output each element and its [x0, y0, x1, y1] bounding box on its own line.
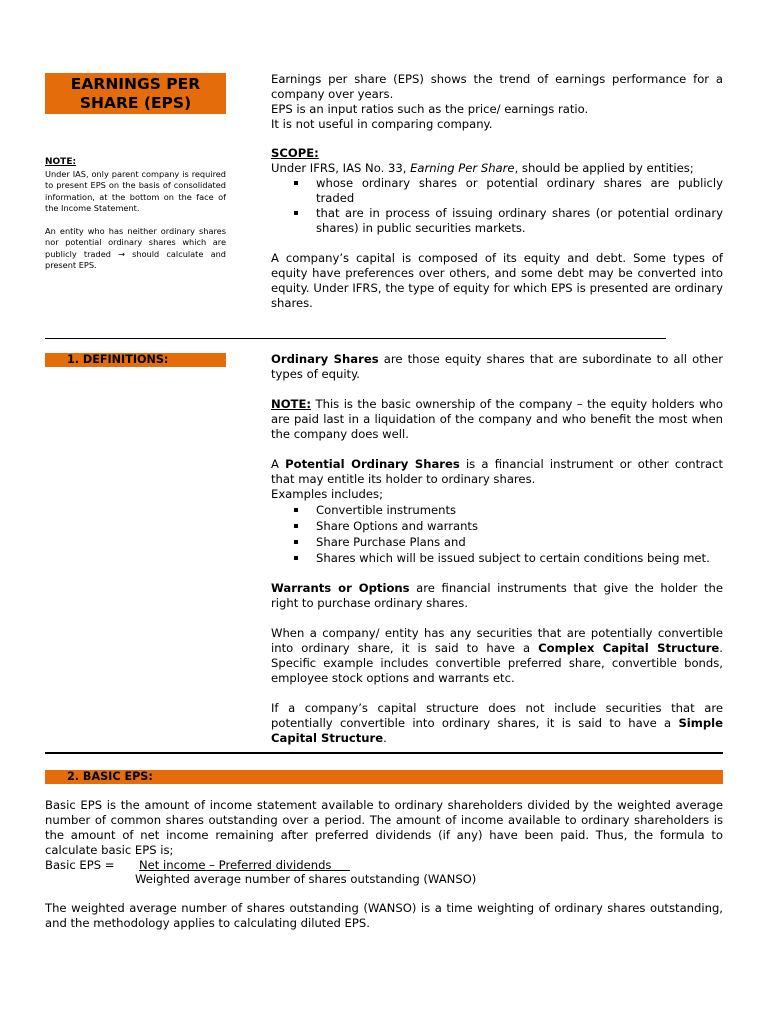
ordinary-shares-note: NOTE: This is the basic ownership of the company – the equity holders who are paid last in a liquidation of the company and who benefit the most when the company does well. — [271, 397, 723, 441]
definitions-heading: 1. DEFINITIONS: — [45, 353, 226, 367]
basic-eps-heading: 2. BASIC EPS: — [45, 770, 723, 784]
side-note-para-2: An entity who has neither ordinary shares nor potential ordinary shares which are publicly traded → should calculate and present EPS. — [45, 225, 226, 270]
list-item: whose ordinary shares or potential ordinary shares are publicly traded — [271, 176, 723, 206]
formula-label: Basic EPS = — [45, 858, 115, 872]
divider — [45, 338, 666, 339]
scope-bullet-list — [271, 176, 723, 236]
capital-paragraph: A company’s capital is composed of its equity and debt. Some types of equity have preferences over others, and some debt may be converted into equity. Under IFRS, the type of equity for which EPS is presented are ordinary shares. — [271, 251, 723, 310]
intro-line-2: EPS is an input ratios such as the price/ earnings ratio. — [271, 102, 589, 116]
formula-denominator: Weighted average number of shares outstanding (WANSO) — [135, 872, 477, 886]
simple-structure-def: If a company’s capital structure does not include securities that are potentially convertible into ordinary shares, it is said to have a Simple Capital Structure. — [271, 701, 723, 745]
side-note — [45, 157, 226, 272]
basic-eps-paragraph-2: The weighted average number of shares outstanding (WANSO) is a time weighting of ordinary shares outstanding, and the methodology applies to calculating diluted EPS. — [45, 901, 723, 930]
intro-block — [271, 72, 723, 132]
list-item: Convertible instruments — [271, 503, 723, 518]
basic-eps-paragraph-1: Basic EPS is the amount of income statement available to ordinary shareholders divided by the weighted average number of common shares outstanding over a period. The amount of income available to ordinary shareholders is the amount of net income remaining after preferred dividends (if any) have been paid. Thus, the formula to calculate basic EPS is; — [45, 798, 723, 857]
list-item: Share Purchase Plans and — [271, 535, 723, 550]
intro-line-1: Earnings per share (EPS) shows the trend of earnings performance for a company over years. — [271, 72, 723, 101]
basic-eps-formula — [45, 858, 723, 873]
side-note-para-1: Under IAS, only parent company is required to present EPS on the basis of consolidated information, at the bottom on the face of the Income Statement. — [45, 168, 226, 213]
list-item: that are in process of issuing ordinary shares (or potential ordinary shares) in public securities markets. — [271, 206, 723, 236]
divider — [45, 752, 723, 754]
intro-line-3: It is not useful in comparing company. — [271, 117, 493, 131]
complex-structure-def: When a company/ entity has any securities that are potentially convertible into ordinary share, it is said to have a Complex Capital Structure. Specific example includes convertible preferred share, convertible bonds, employee stock options and warrants etc. — [271, 626, 723, 685]
formula-numerator: Net income – Preferred dividends — [139, 858, 332, 872]
warrants-def: Warrants or Options are financial instruments that give the holder the right to purchase ordinary shares. — [271, 581, 723, 610]
potential-shares-def: A Potential Ordinary Shares is a financial instrument or other contract that may entitle its holder to ordinary shares. — [271, 457, 723, 486]
side-note-heading: NOTE: — [45, 157, 77, 167]
ordinary-shares-def: Ordinary Shares are those equity shares that are subordinate to all other types of equity. — [271, 352, 724, 381]
scope-heading: SCOPE: — [271, 146, 319, 160]
examples-list — [271, 503, 723, 566]
document-title: EARNINGS PER SHARE (EPS) — [45, 73, 226, 114]
scope-lead: Under IFRS, IAS No. 33, Earning Per Share, should be applied by entities; — [271, 161, 694, 175]
examples-label: Examples includes; — [271, 487, 383, 501]
list-item: Shares which will be issued subject to certain conditions being met. — [271, 551, 723, 566]
list-item: Share Options and warrants — [271, 519, 723, 534]
definitions-block — [271, 352, 723, 746]
scope-block — [271, 146, 723, 311]
